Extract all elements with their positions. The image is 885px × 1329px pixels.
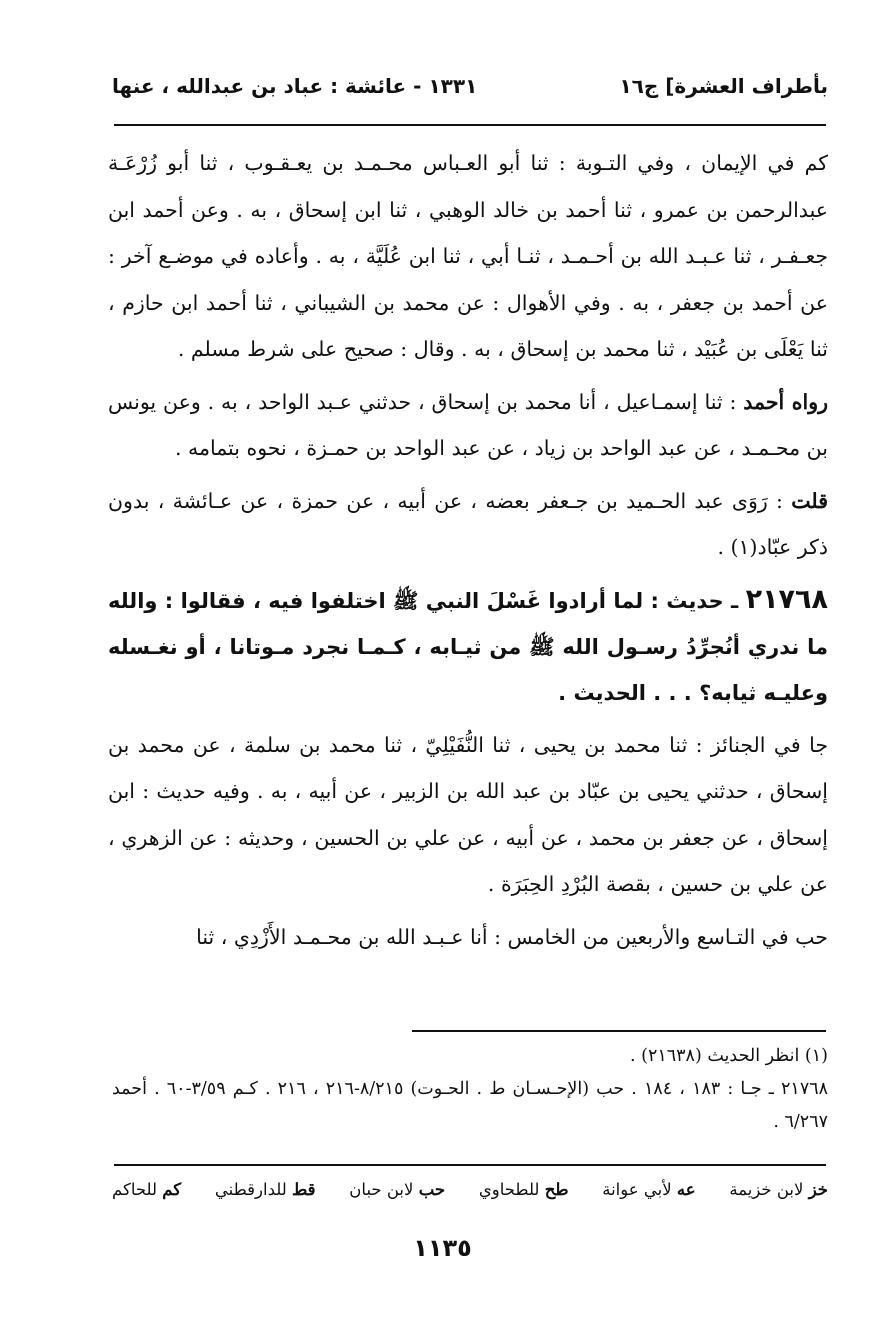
legend-abbr: عه [676,1180,696,1199]
legend-item [479,1180,569,1210]
header-section-title: ١٣٣١ - عائشة : عباد بن عبدالله ، عنها [112,74,478,98]
header-rule [114,124,826,126]
paragraph-text: : رَوَى عبد الحـميد بن جـعفر بعضه ، عن أبيه ، عن حمزة ، عن عـائشة ، بدون ذكر عبّاد(١) . [108,488,828,559]
legend-text: للدارقطني [214,1180,287,1199]
hadith-text: ـ حديث : لما أرادوا غَسْلَ النبي ﷺ اختلفوا فيه ، فقالوا : والله ما ندري أنُجرِّدُ رسـول الله ﷺ من ثيـابه ، كـمـا نجرد مـوتانا ، أو نغـسله وعليـه ثيابه؟ . . . الحديث . [108,588,828,705]
paragraph: كم في الإيمان ، وفي التـوبة : ثنا أبو العـباس محـمـد بن يعـقـوب ، ثنا أبو زُرْعَـة عبدالرحمن بن عمرو ، ثنا أحمد بن خالد الوهبي ، ثنا ابن إسحاق ، به . وعن أحمد ابن جعـفـر ، ثنا عـبـد الله بن أحـمـد ، ثنـا أبي ، ثنا ابن عُلَيَّة ، به . وأعاده في موضـع آخر : عن أحمد بن جعفر ، به . وفي الأهوال : عن محمد بن الشيباني ، ثنا أحمد ابن حازم ، ثنا يَعْلَى بن عُبَيْد ، ثنا محمد بن إسحاق ، به . وقال : صحيح على شرط مسلم . [108,151,829,361]
hadith-number: ٢١٧٦٨ [745,583,828,615]
footnote-rule [412,1030,826,1032]
paragraph [108,478,828,571]
legend-rule [114,1164,826,1166]
running-header [112,74,828,114]
hadith-entry [108,577,828,716]
legend-item [729,1180,828,1210]
legend-item [112,1180,181,1210]
footnote: (١) انظر الحديث (٢١٦٣٨) . [629,1046,828,1066]
legend-text: للطحاوي [478,1180,540,1199]
paragraph-lead: قلت [791,488,828,513]
legend-item [215,1180,316,1210]
legend-item [349,1180,445,1210]
legend-item [602,1180,695,1210]
legend-abbr: حب [418,1180,446,1199]
page-number: ١١٣٥ [413,1234,472,1262]
paragraph [108,379,828,472]
legend-text: لابن حبان [349,1180,414,1199]
paragraph: حب في التـاسع والأربعين من الخامس : أنا عـبـد الله بن محـمـد الأَزْدِي ، ثنا [196,924,828,949]
legend-text: لأبي عوانة [602,1180,672,1199]
paragraph-text: : ثنا إسمـاعيل ، أنا محمد بن إسحاق ، حدثني عـبد الواحد ، به . وعن يونس بن محـمـد ، عن عبد الواحد بن زياد ، عن عبد الواحد بن حمـزة ، نحوه بتمامه . [108,389,828,460]
legend-abbr: طح [544,1180,569,1199]
paragraph: جا في الجنائز : ثنا محمد بن يحيى ، ثنا النُّفَيْلِيّ ، ثنا محمد بن سلمة ، عن محمد بن إسحاق ، حدثني يحيى بن عبّاد بن عبد الله بن الزبير ، عن أبيه ، به . وفيه حديث : ابن إسحاق ، عن جعفر بن محمد ، عن أبيه ، عن علي بن الحسين ، وحديثه : عن الزهري ، عن علي بن حسين ، بقصة البُرْدِ الحِبَرَة . [108,732,828,896]
legend-abbr: قط [291,1180,316,1199]
legend-abbr: كم [162,1180,182,1199]
abbreviation-legend [112,1180,828,1210]
paragraph-lead: رواه أحمد [743,389,828,414]
footnote: ٢١٧٦٨ ـ جـا : ١٨٣ ، ١٨٤ . حب (الإحـسـان ط . الحـوت) ٨/٢١٥-٢١٦ ، ٢١٦ . كـم ٣/٥٩-٦٠ . أحمد ٦/٢٦٧ . [112,1079,829,1132]
legend-text: لابن خزيمة [729,1180,804,1199]
footnotes [112,1040,828,1139]
legend-text: للحاكم [112,1180,158,1199]
header-volume-title: بأطراف العشرة] ج١٦ [619,74,828,98]
main-text [108,140,828,966]
legend-abbr: خز [808,1180,828,1199]
